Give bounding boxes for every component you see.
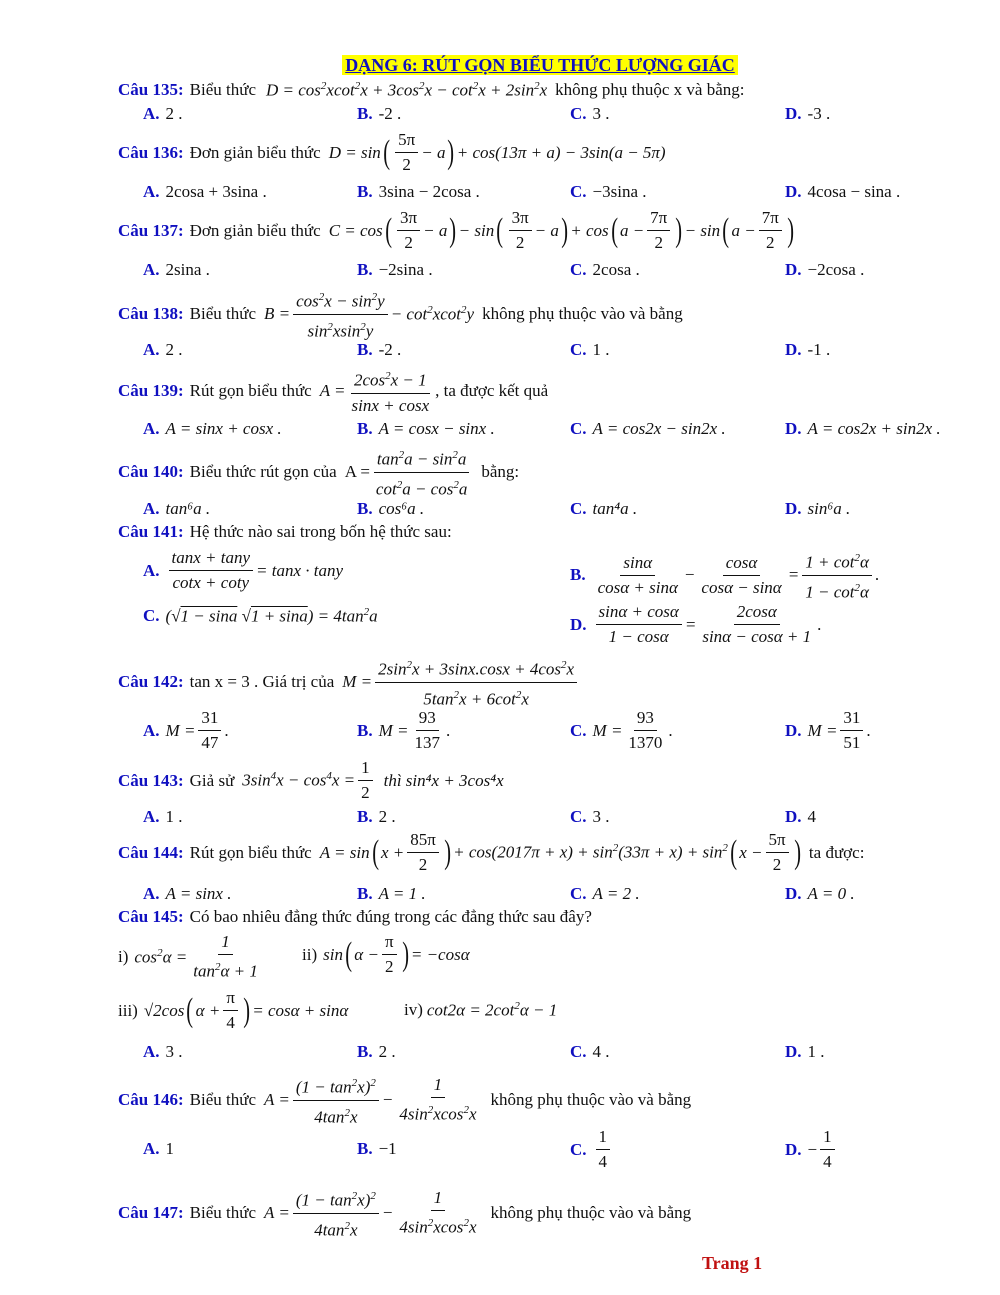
option-b: B. A = cosx − sinx . [357,419,495,438]
option-d: D. -3 . [785,104,831,123]
question-142: Câu 142: tan x = 3 . Giá trị của M = $\frac{2\sin^2x + 3\sin x.\cos x + 4\cos^2x}{5\tan^2x + 6\cot^2x}$ [118,655,580,709]
question-147: Câu 147: Biểu thức A = $\frac{(1 - \tan^2x)^2}{4\tan^2x}$ − $\frac{1}{4\sin^2xcos^2x}$ không phụ thuộc vào và bằng [118,1186,691,1240]
question-number: Câu 137: [118,220,184,240]
question-135: Câu 135: Biểu thức $D = \cos^2xcot^2x + 3\cos^2x - \cot^2x + 2\sin^2x$ không phụ thuộc x và bằng: [118,80,745,100]
question-number: Câu 147: [118,1203,184,1223]
option-d: D. 4cosa − sina . [785,182,901,201]
option-b: B. $\frac{\sin\alpha}{\cos\alpha + \sin\alpha}$ − $\frac{\cos\alpha}{\cos\alpha - \sin\alpha}$ = $\frac{1 + \cot^2\alpha}{1 - \cot^2\alpha}$ . [570,548,879,602]
identity-iv: iv) $\cot 2\alpha = 2\cot^2\alpha - 1$ [404,1000,558,1020]
option-a: A. A = sinx . [143,884,232,903]
option-d: D. −2cosa . [785,260,865,279]
option-d: D. 1 . [785,1042,825,1061]
question-number: Câu 143: [118,770,184,790]
math-expression: A = [319,380,346,400]
option-d: D. 4 [785,807,817,826]
question-number: Câu 136: [118,142,184,162]
question-number: Câu 142: [118,672,184,692]
option-a: A. 2 . [143,104,183,123]
question-number: Câu 139: [118,380,184,400]
question-138: Câu 138: Biểu thức B = $\frac{\cos^2x - \sin^2y}{\sin^2xsin^2y}$ − $\cot^2xcot^2y$ không phụ thuộc vào và bằng [118,287,683,341]
option-c: C. −3sina . [570,182,647,201]
math-expression: B = [264,304,291,324]
option-c: C. (√1 − sina $√1 + \sin a) = 4\tan^2a$ [143,606,378,626]
question-141: Câu 141: Hệ thức nào sai trong bốn hệ thức sau: [118,522,452,541]
option-a: A. $\frac{\tan x + \tan y}{\cot x + \cot y}$ = tanx · tany [143,548,344,592]
option-b: B. -2 . [357,104,402,123]
option-c: C. 3 . [570,104,610,123]
option-b: B. 2 . [357,807,396,826]
math-expression: A = sin [319,842,370,862]
question-number: Câu 138: [118,304,184,324]
option-a: A. A = sinx + cosx . [143,419,282,438]
option-a: A. 2sina . [143,260,210,279]
option-c: C. 1 . [570,340,610,359]
identity-ii: ii) sin ( α − $\frac{\pi}{2}$ ) = −cosα [302,932,470,976]
option-d: D. A = 0 . [785,884,855,903]
question-number: Câu 145: [118,907,184,926]
option-a: A. 1 [143,1139,175,1158]
question-number: Câu 144: [118,842,184,862]
option-a: A. tan⁶a . [143,499,211,518]
question-145: Câu 145: Có bao nhiêu đẳng thức đúng trong các đẳng thức sau đây? [118,907,592,926]
option-c: C. A = 2 . [570,884,640,903]
identity-i: i) $\cos^2\alpha$ = $\frac{1}{\tan^2\alpha + 1}$ [118,932,258,981]
question-number: Câu 140: [118,462,184,482]
identity-iii: iii) √2cos ( α + $\frac{\pi}{4}$ ) = cosα + sinα [118,988,349,1032]
option-c: C. $\frac{1}{4}$ [570,1127,613,1172]
math-expression: $D = \cos^2xcot^2x + 3\cos^2x - \cot^2x + 2\sin^2x$ [266,80,548,100]
option-b: B. A = 1 . [357,884,426,903]
option-b: B. −1 [357,1139,397,1158]
option-b: B. cos⁶a . [357,499,425,518]
question-136: Câu 136: Đơn giản biểu thức D = sin ( $\frac{5\pi}{2}$ − a ) + cos(13π + a) − 3sin(a − 5π) [118,130,666,174]
option-b: B. −2sina . [357,260,433,279]
option-b: B. -2 . [357,340,402,359]
question-146: Câu 146: Biểu thức A = $\frac{(1 - \tan^2x)^2}{4\tan^2x}$ − $\frac{1}{4\sin^2xcos^2x}$ không phụ thuộc vào và bằng [118,1073,691,1127]
option-b: B. 2 . [357,1042,396,1061]
section-title: DẠNG 6: RÚT GỌN BIỂU THỨC LƯỢNG GIÁC [0,55,1000,76]
question-144: Câu 144: Rút gọn biểu thức A = sin ( x + $\frac{85\pi}{2}$ ) + $\cos(2017\pi + x) + \sin^2(33\pi + x) + \sin^2$ ( x − $\frac{5\pi}{2}$ ) ta được: [118,830,865,874]
option-a: A. 1 . [143,807,183,826]
question-number: Câu 141: [118,522,184,541]
math-expression: D = sin [328,142,381,162]
option-a: A. 2 . [143,340,183,359]
option-c: C. A = cos2x − sin2x . [570,419,726,438]
option-c: C. 4 . [570,1042,610,1061]
option-a: A. 2cosa + 3sina . [143,182,267,201]
option-d: D. -1 . [785,340,831,359]
option-d: D. − $\frac{1}{4}$ [785,1127,838,1172]
option-c: C. M = $\frac{93}{1370}$ . [570,708,673,752]
question-number: Câu 146: [118,1090,184,1110]
math-expression: A = [344,462,370,482]
page-number: Trang 1 [702,1253,763,1273]
question-137: Câu 137: Đơn giản biểu thức C = cos ( $\frac{3\pi}{2}$ − a ) − sin ( $\frac{3\pi}{2}$ − a ) + cos ( a − $\frac{7\pi}{2}$ ) − sin ( a − $\frac{7\pi}{2}$ ) [118,208,794,252]
option-c: C. 3 . [570,807,610,826]
option-a: A. M = $\frac{31}{47}$ . [143,708,229,752]
option-d: D. A = cos2x + sin2x . [785,419,941,438]
option-b: B. 3sina − 2cosa . [357,182,480,201]
math-expression: A = [264,1090,290,1110]
math-expression: M = [342,672,373,692]
option-d: D. $\frac{\sin\alpha + \cos\alpha}{1 - \cos\alpha}$ = $\frac{2\cos\alpha}{\sin\alpha - \cos\alpha + 1}$ . [570,602,822,646]
question-143: Câu 143: Giả sử $3\sin^4x - \cos^4x$ = $\frac{1}{2}$ thì sin⁴x + 3cos⁴x [118,758,504,802]
option-a: A. 3 . [143,1042,183,1061]
option-b: B. M = $\frac{93}{137}$ . [357,708,451,752]
option-d: D. M = $\frac{31}{51}$ . [785,708,871,752]
question-number: Câu 135: [118,80,184,100]
math-expression: A = [264,1203,290,1223]
math-expression: C = cos [328,220,383,240]
option-d: D. sin⁶a . [785,499,851,518]
option-c: C. tan⁴a . [570,499,638,518]
question-139: Câu 139: Rút gọn biểu thức A = $\frac{2\cos^2x - 1}{\sin x + \cos x}$ , ta được kết quả [118,366,548,416]
math-expression: $3\sin^4x - \cos^4x$ = [242,770,356,790]
question-140: Câu 140: Biểu thức rút gọn của A = $\frac{\tan^2a - \sin^2a}{\cot^2a - \cos^2a}$ bằng: [118,445,519,499]
option-c: C. 2cosa . [570,260,640,279]
